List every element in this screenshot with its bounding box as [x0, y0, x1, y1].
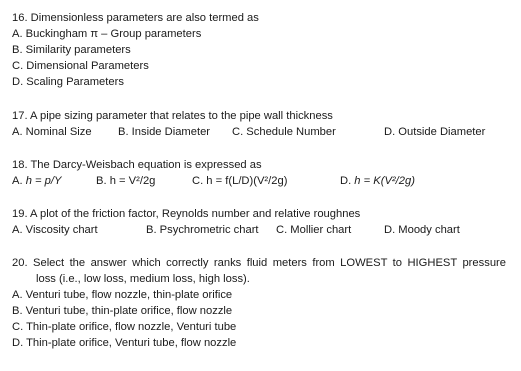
question-18-choice-c-letter: C. — [192, 175, 207, 187]
question-18-choice-a-formula: h = p/Υ — [25, 175, 62, 187]
question-18-choice-d-formula: h = K(V²/2g) — [354, 175, 415, 187]
question-16-choice-c: C. Dimensional Parameters — [12, 60, 149, 72]
question-17-choice-b: B. Inside Diameter — [118, 126, 211, 138]
question-16-choice-d: D. Scaling Parameters — [12, 76, 124, 88]
question-19-choice-d: D. Moody chart — [384, 224, 460, 236]
question-20-choice-c: C. Thin-plate orifice, flow nozzle, Venturi tube — [12, 321, 237, 333]
question-18-stem: 18. The Darcy-Weisbach equation is expressed as — [12, 159, 262, 171]
question-18-choices — [12, 174, 512, 189]
question-19-choice-a: A. Viscosity chart — [12, 224, 98, 236]
question-20-stem-line2: loss (i.e., low loss, medium loss, high loss). — [36, 273, 250, 285]
question-16-stem: 16. Dimensionless parameters are also termed as — [12, 12, 259, 24]
question-19-choice-c: C. Mollier chart — [276, 224, 352, 236]
question-18-choice-a — [12, 174, 61, 189]
question-18-choice-d — [340, 174, 415, 189]
question-18-choice-c — [192, 174, 287, 189]
question-18-choice-a-letter: A. — [12, 175, 26, 187]
question-18-choice-b — [96, 174, 155, 189]
question-17-choices — [12, 125, 512, 140]
question-18-choice-b-letter: B. — [96, 175, 110, 187]
question-19-choices — [12, 223, 512, 238]
question-20-choice-d: D. Thin-plate orifice, Venturi tube, flow nozzle — [12, 337, 237, 349]
question-17-choice-c: C. Schedule Number — [232, 126, 336, 138]
question-18-choice-d-letter: D. — [340, 175, 355, 187]
question-17-choice-a: A. Nominal Size — [12, 126, 92, 138]
question-20-choice-b: B. Venturi tube, thin-plate orifice, flow nozzle — [12, 305, 233, 317]
question-19-stem: 19. A plot of the friction factor, Reynolds number and relative roughnes — [12, 208, 361, 220]
question-18-choice-b-formula: h = V²/2g — [109, 175, 156, 187]
question-16-choice-a: A. Buckingham π – Group parameters — [12, 28, 202, 40]
question-16-choice-b: B. Similarity parameters — [12, 44, 131, 56]
question-19-choice-b: B. Psychrometric chart — [146, 224, 259, 236]
question-20-stem-line1: 20. Select the answer which correctly ranks fluid meters from LOWEST to HIGHEST pressure — [12, 257, 506, 269]
question-20-choice-a: A. Venturi tube, flow nozzle, thin-plate orifice — [12, 289, 233, 301]
question-18-choice-c-formula: h = f(L/D)(V²/2g) — [206, 175, 288, 187]
question-17-choice-d: D. Outside Diameter — [384, 126, 486, 138]
question-17-stem: 17. A pipe sizing parameter that relates to the pipe wall thickness — [12, 110, 333, 122]
